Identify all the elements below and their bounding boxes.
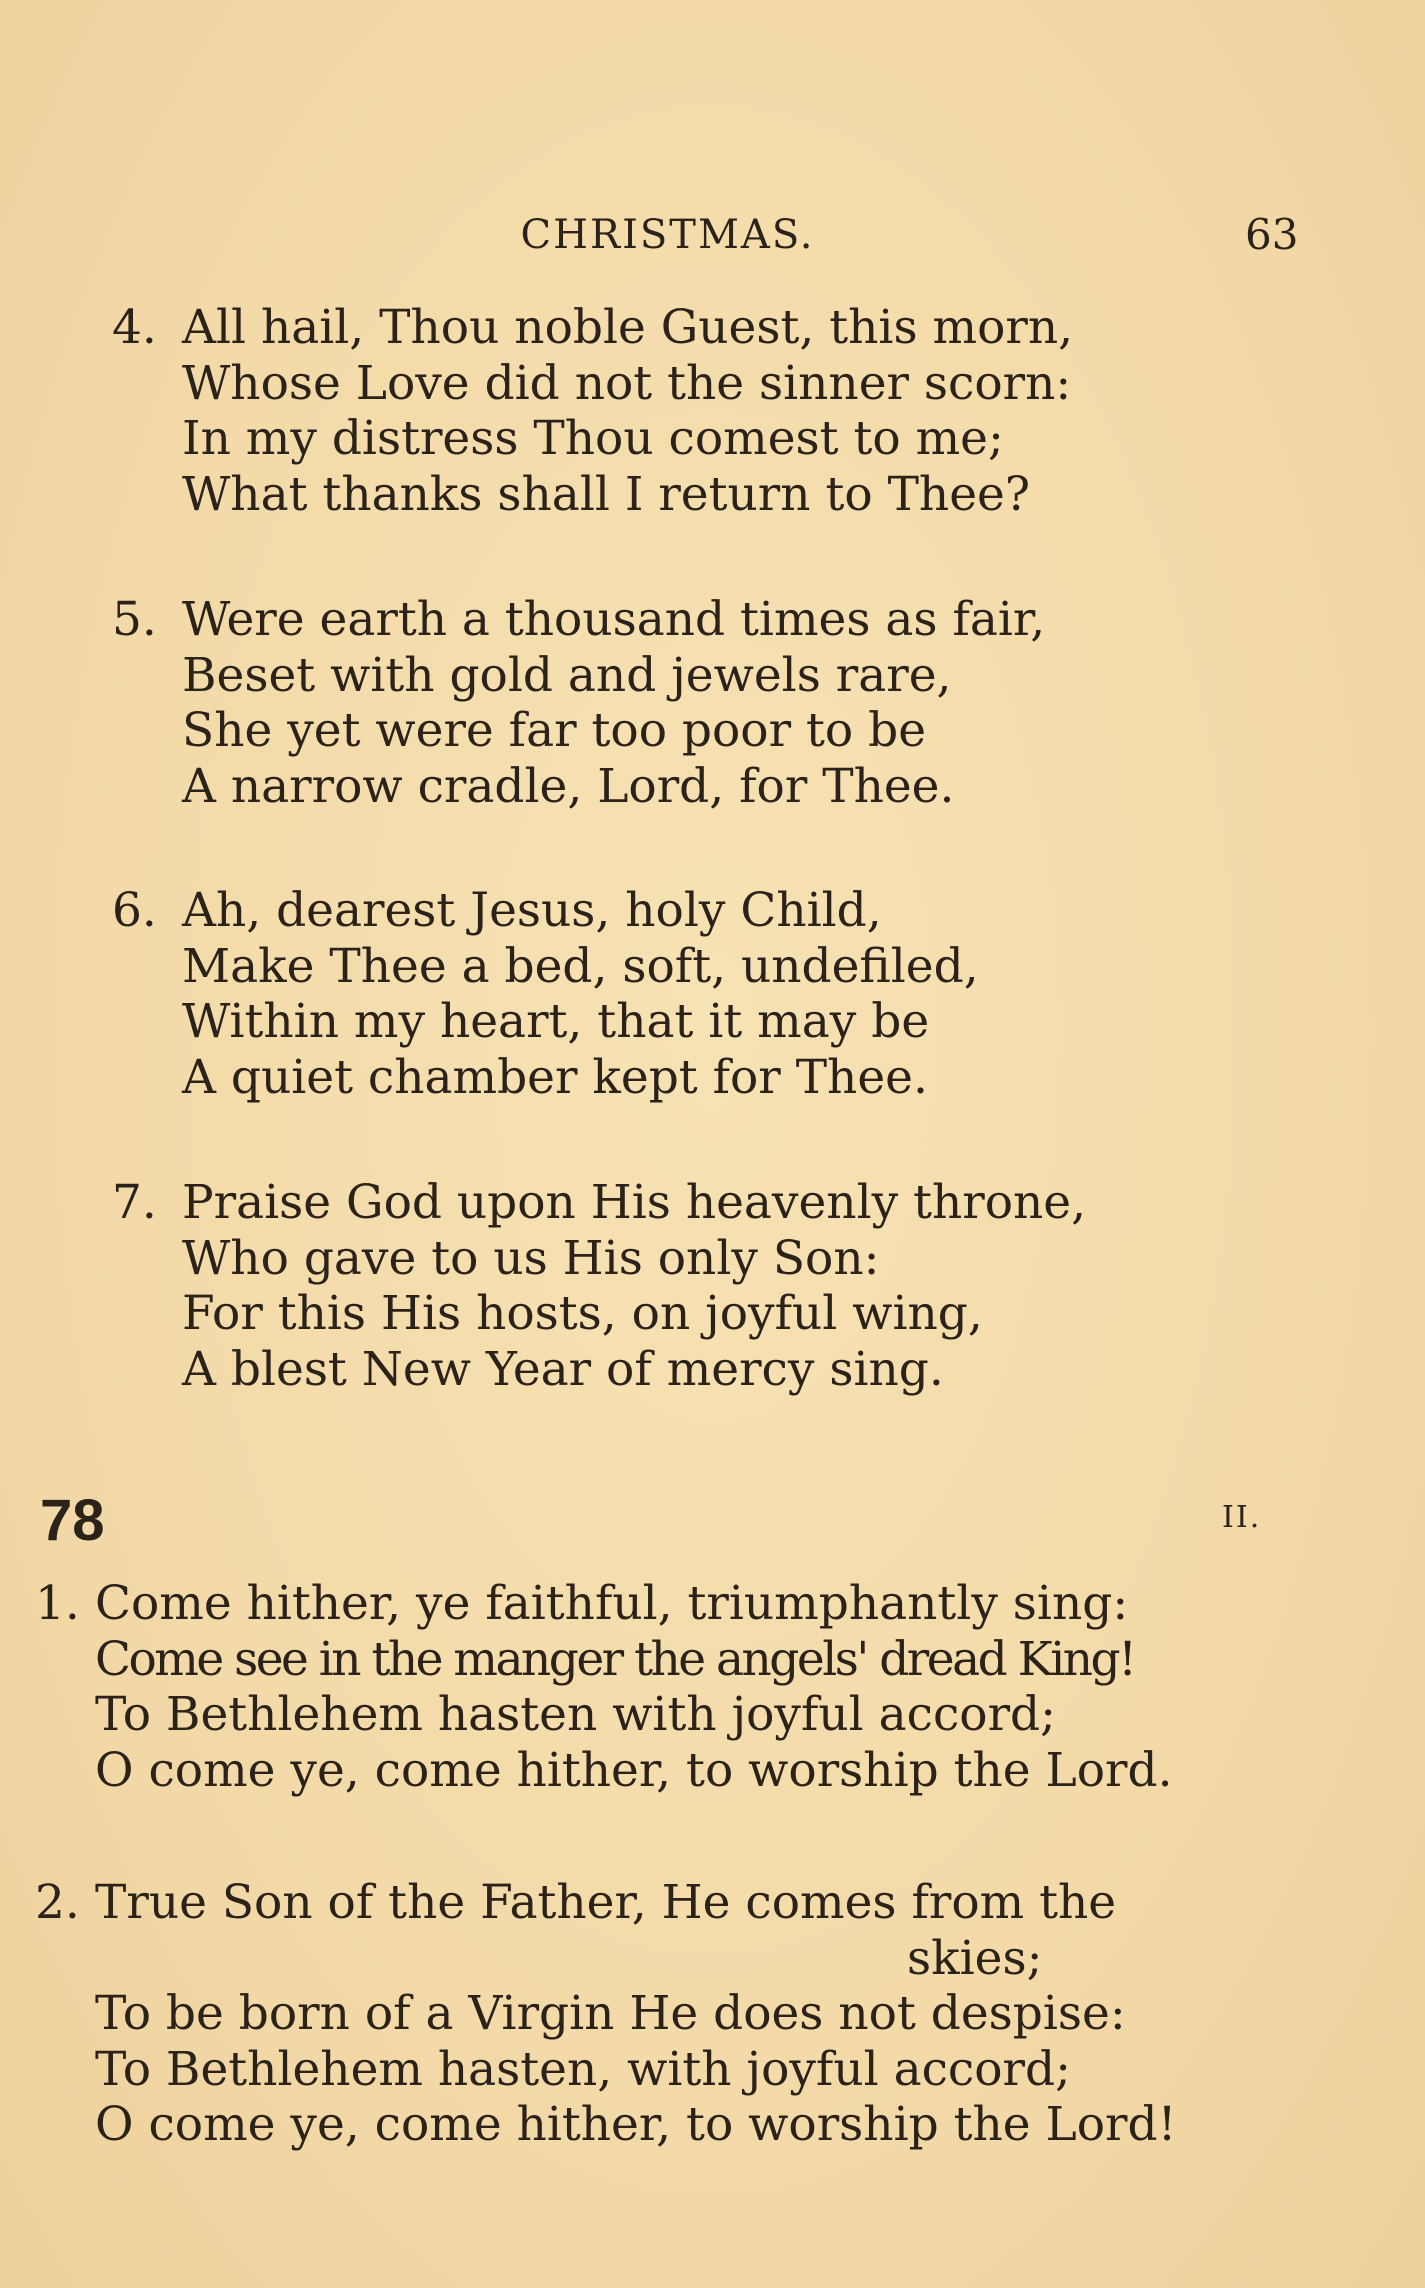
verse-line: Were earth a thousand times as fair, xyxy=(182,592,1046,647)
section-title: CHRISTMAS. xyxy=(520,212,815,258)
stanza-number: 5. xyxy=(112,592,157,647)
stanza-5 xyxy=(112,592,1046,814)
verse-line: Praise God upon His heavenly throne, xyxy=(182,1175,1087,1230)
verse-line: O come ye, come hither, to worship the Lord. xyxy=(95,1742,1173,1798)
verse-line: O come ye, come hither, to worship the Lord! xyxy=(95,2097,1177,2152)
stanza-7 xyxy=(112,1175,1087,1397)
stanza-number: 7. xyxy=(112,1175,157,1230)
verse-line: Whose Love did not the sinner scorn: xyxy=(182,355,1072,411)
hymn-78-stanza-1 xyxy=(35,1576,1173,1798)
verse-line: Come hither, ye faithful, triumphantly sing: xyxy=(95,1576,1129,1631)
verse-line-continuation: skies; xyxy=(907,1930,1043,1986)
verse-line: To Bethlehem hasten with joyful accord; xyxy=(95,1687,1056,1742)
verse-line: To be born of a Virgin He does not despise: xyxy=(95,1986,1126,2041)
verse-line: A blest New Year of mercy sing. xyxy=(182,1341,944,1397)
tune-number: II. xyxy=(1222,1500,1262,1535)
verse-line: All hail, Thou noble Guest, this morn, xyxy=(182,300,1074,355)
verse-line: Beset with gold and jewels rare, xyxy=(182,647,952,703)
verse-line: She yet were far too poor to be xyxy=(182,703,927,758)
verse-line: A narrow cradle, Lord, for Thee. xyxy=(182,758,955,814)
hymn-78-stanza-2 xyxy=(35,1875,1177,2153)
verse-line: Come see in the manger the angels' dread King! xyxy=(95,1631,1135,1687)
verse-line: What thanks shall I return to Thee? xyxy=(182,466,1031,522)
verse-line: Who gave to us His only Son: xyxy=(182,1230,880,1286)
verse-line: In my distress Thou comest to me; xyxy=(182,411,1004,466)
stanza-number: 4. xyxy=(112,300,157,355)
stanza-6 xyxy=(112,883,979,1105)
stanza-4 xyxy=(112,300,1074,522)
stanza-number: 6. xyxy=(112,883,157,938)
verse-line: Make Thee a bed, soft, undefiled, xyxy=(182,938,979,994)
hymn-number: 78 xyxy=(40,1488,105,1553)
stanza-number: 2. xyxy=(35,1875,80,1930)
verse-line: A quiet chamber kept for Thee. xyxy=(182,1049,928,1105)
verse-line: Within my heart, that it may be xyxy=(182,994,930,1049)
verse-line: True Son of the Father, He comes from the xyxy=(95,1875,1117,1930)
stanza-number: 1. xyxy=(35,1576,80,1631)
verse-line: For this His hosts, on joyful wing, xyxy=(182,1286,983,1341)
verse-line: Ah, dearest Jesus, holy Child, xyxy=(182,883,882,938)
page-number: 63 xyxy=(1245,210,1299,259)
verse-line: To Bethlehem hasten, with joyful accord; xyxy=(95,2041,1071,2097)
